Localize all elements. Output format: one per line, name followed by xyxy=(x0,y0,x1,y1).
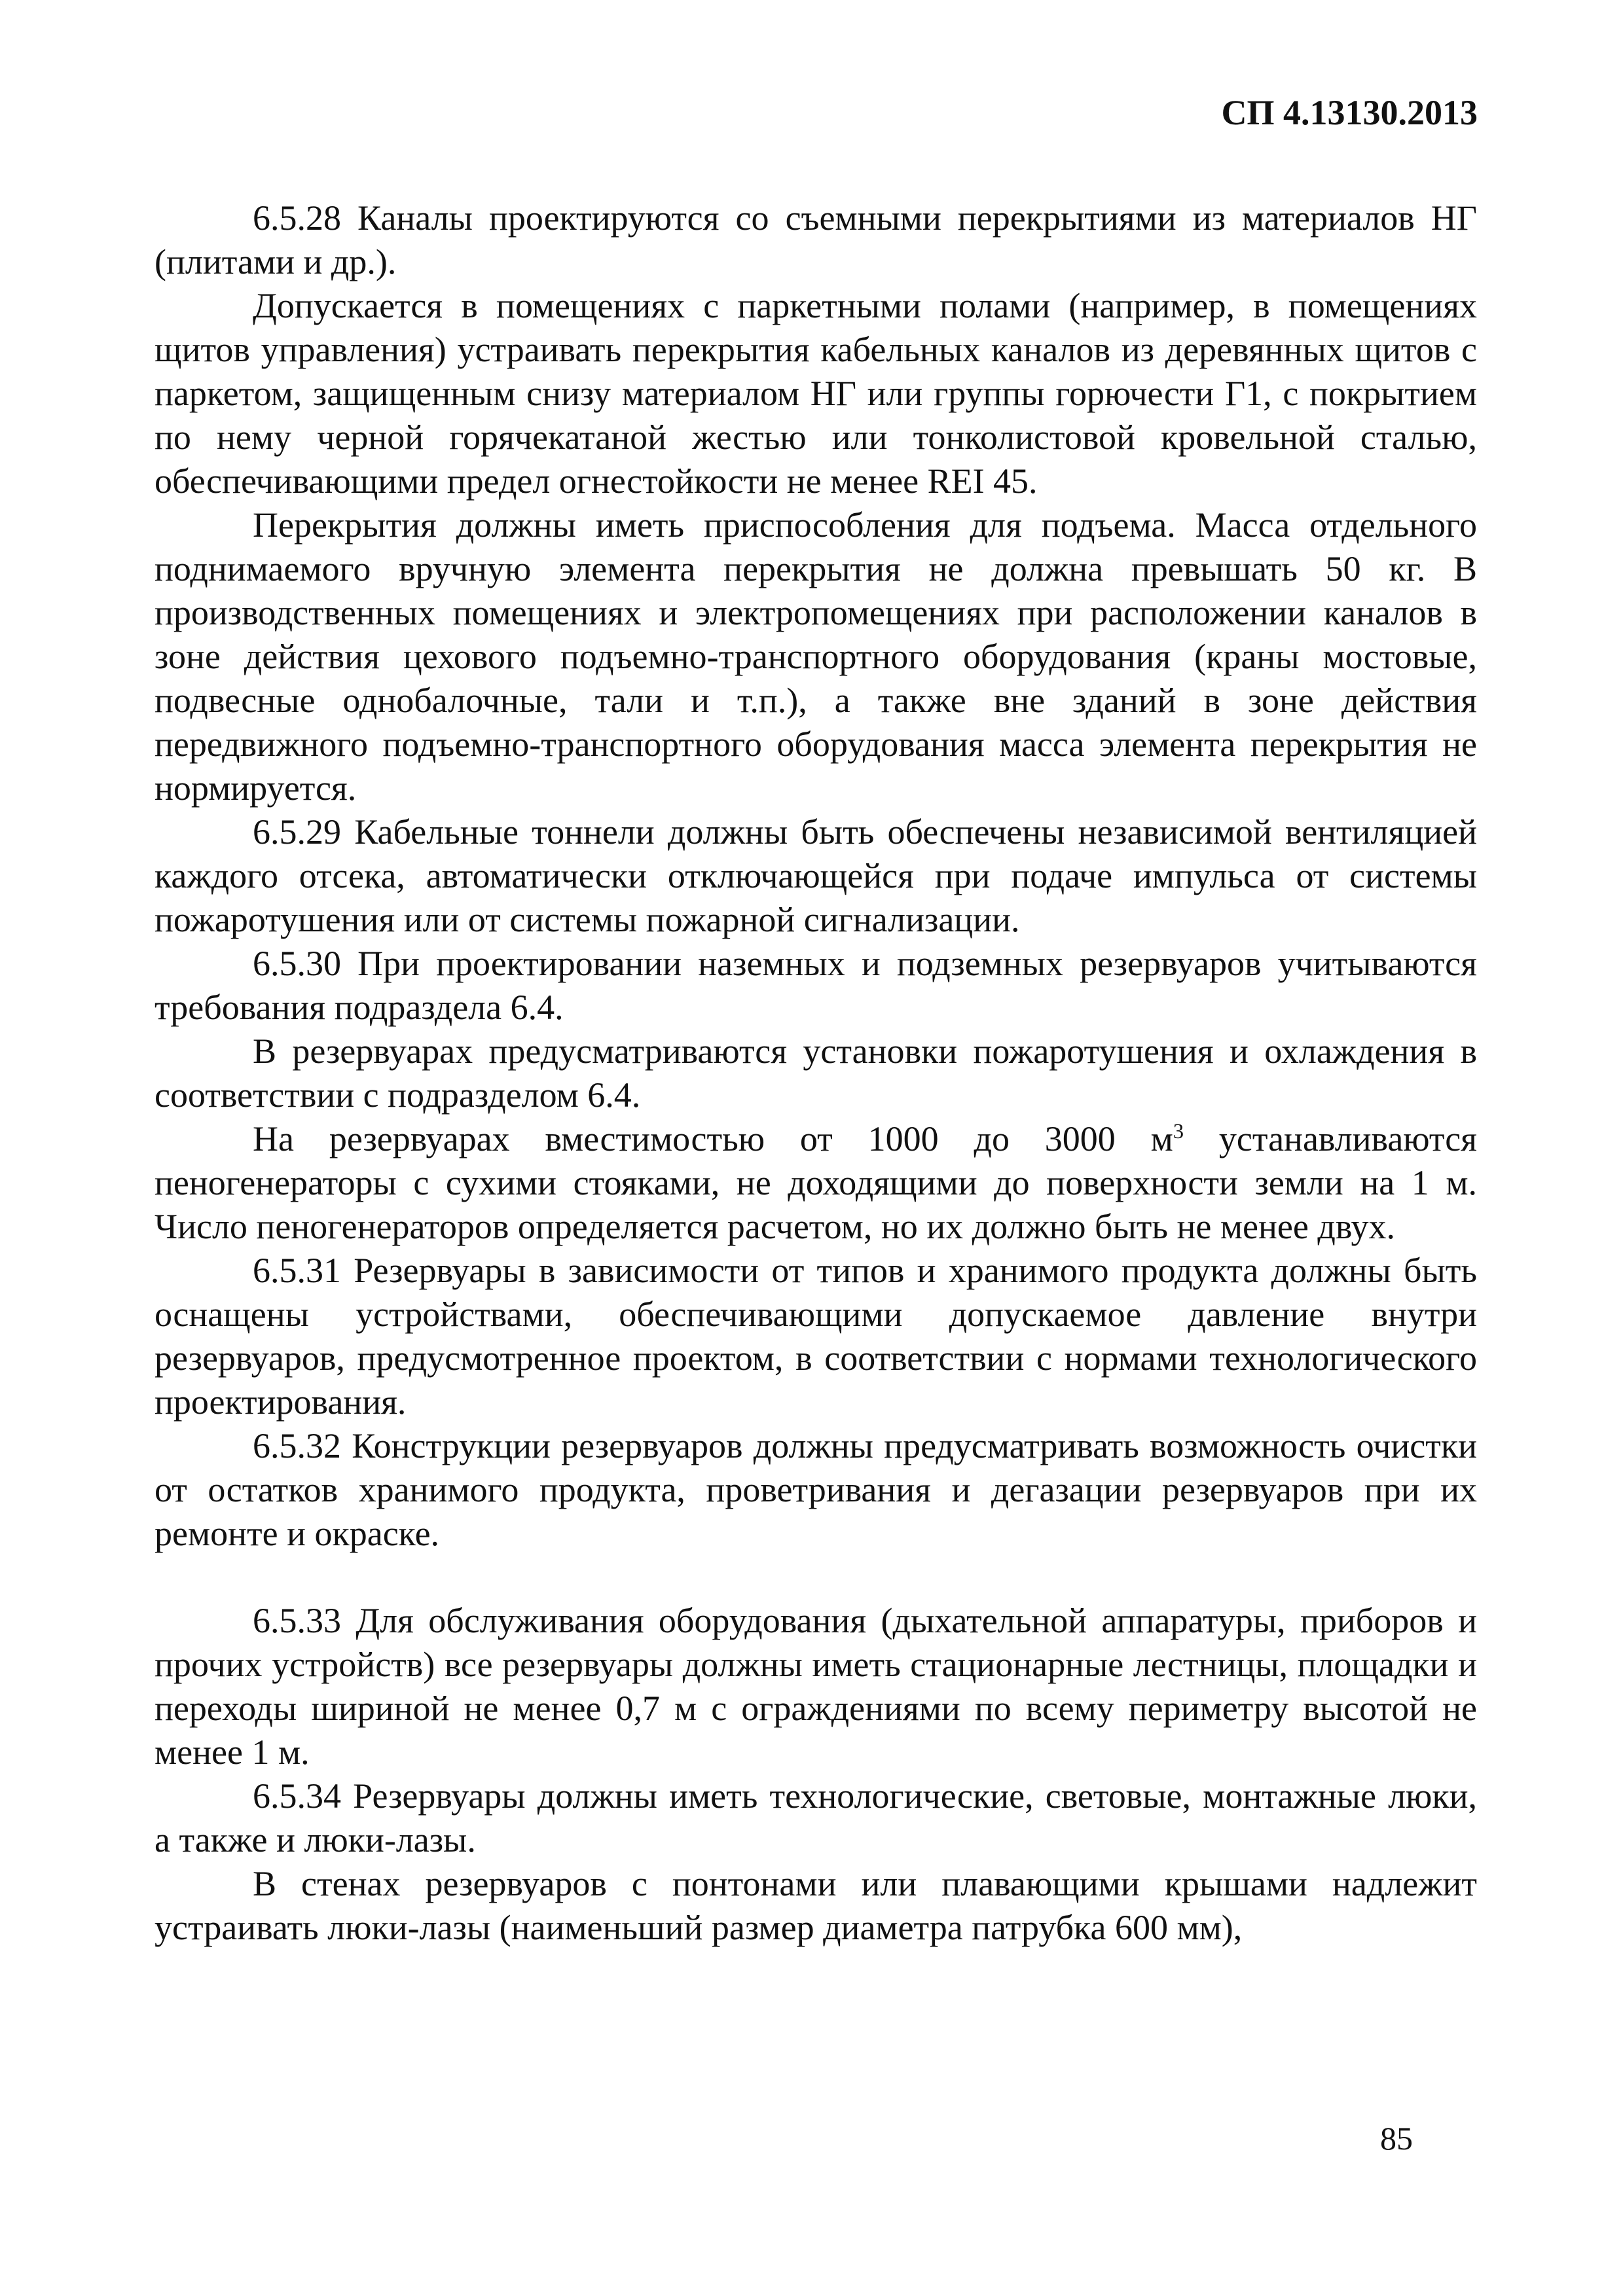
paragraph-6-5-30: 6.5.30 При проектировании наземных и подземных резервуаров учитываются требования подраздела 6.4. xyxy=(155,944,1477,1027)
paragraph-manholes: В стенах резервуаров с понтонами или плавающими крышами надлежит устраивать люки-лазы (наименьший размер диаметра патрубка 600 мм), xyxy=(155,1864,1477,1947)
paragraph-6-5-28: 6.5.28 Каналы проектируются со съемными перекрытиями из материалов НГ (плитами и др.). xyxy=(155,198,1477,281)
paragraph-6-5-31: 6.5.31 Резервуары в зависимости от типов и хранимого продукта должны быть оснащены устройствами, обеспечивающими допускаемое давление внутри резервуаров, предусмотренное проектом, в соответствии с нормами технологического проектирования. xyxy=(155,1251,1477,1422)
cubic-superscript: 3 xyxy=(1173,1120,1184,1143)
paragraph-6-5-34: 6.5.34 Резервуары должны иметь технологические, световые, монтажные люки, а также и люки-лазы. xyxy=(155,1776,1477,1859)
paragraph-6-5-33: 6.5.33 Для обслуживания оборудования (дыхательной аппаратуры, приборов и прочих устройств) все резервуары должны иметь стационарные лестницы, площадки и переходы шириной не менее 0,7 м с ограждениями по всему периметру высотой не менее 1 м. xyxy=(155,1601,1477,1772)
document-body xyxy=(155,196,1477,1950)
paragraph-foam-generators-end: устанавливаются пеногенераторы с сухими стояками, не доходящими до поверхности земли на 1 м. Число пеногенераторов определяется расчетом, но их должно быть не менее двух. xyxy=(155,1119,1477,1246)
paragraph-tank-fire-suppression: В резервуарах предусматриваются установки пожаротушения и охлаждения в соответствии с подразделом 6.4. xyxy=(155,1031,1477,1115)
paragraph-foam-generators-start: На резервуарах вместимостью от 1000 до 3000 м xyxy=(253,1119,1173,1158)
page-number: 85 xyxy=(1380,2120,1413,2157)
paragraph-6-5-32: 6.5.32 Конструкции резервуаров должны предусматривать возможность очистки от остатков хранимого продукта, проветривания и дегазации резервуаров при их ремонте и окраске. xyxy=(155,1426,1477,1553)
paragraph-foam-generators xyxy=(155,1117,1477,1249)
paragraph-parquet-covers: Допускается в помещениях с паркетными полами (например, в помещениях щитов управления) устраивать перекрытия кабельных каналов из деревянных щитов с паркетом, защищенным снизу материалом НГ или группы горючести Г1, с покрытием по нему черной горячекатаной жестью или тонколистовой кровельной сталью, обеспечивающими предел огнестойкости не менее REI 45. xyxy=(155,286,1477,501)
document-code-header: СП 4.13130.2013 xyxy=(1221,93,1478,132)
paragraph-cover-lifting: Перекрытия должны иметь приспособления для подъема. Масса отдельного поднимаемого вручную элемента перекрытия не должна превышать 50 кг. В производственных помещениях и электропомещениях при расположении каналов в зоне действия цехового подъемно-транспортного оборудования (краны мостовые, подвесные однобалочные, тали и т.п.), а также вне зданий в зоне действия передвижного подъемно-транспортного оборудования масса элемента перекрытия не нормируется. xyxy=(155,505,1477,808)
paragraph-6-5-29: 6.5.29 Кабельные тоннели должны быть обеспечены независимой вентиляцией каждого отсека, автоматически отключающейся при подаче импульса от системы пожаротушения или от системы пожарной сигнализации. xyxy=(155,812,1477,939)
